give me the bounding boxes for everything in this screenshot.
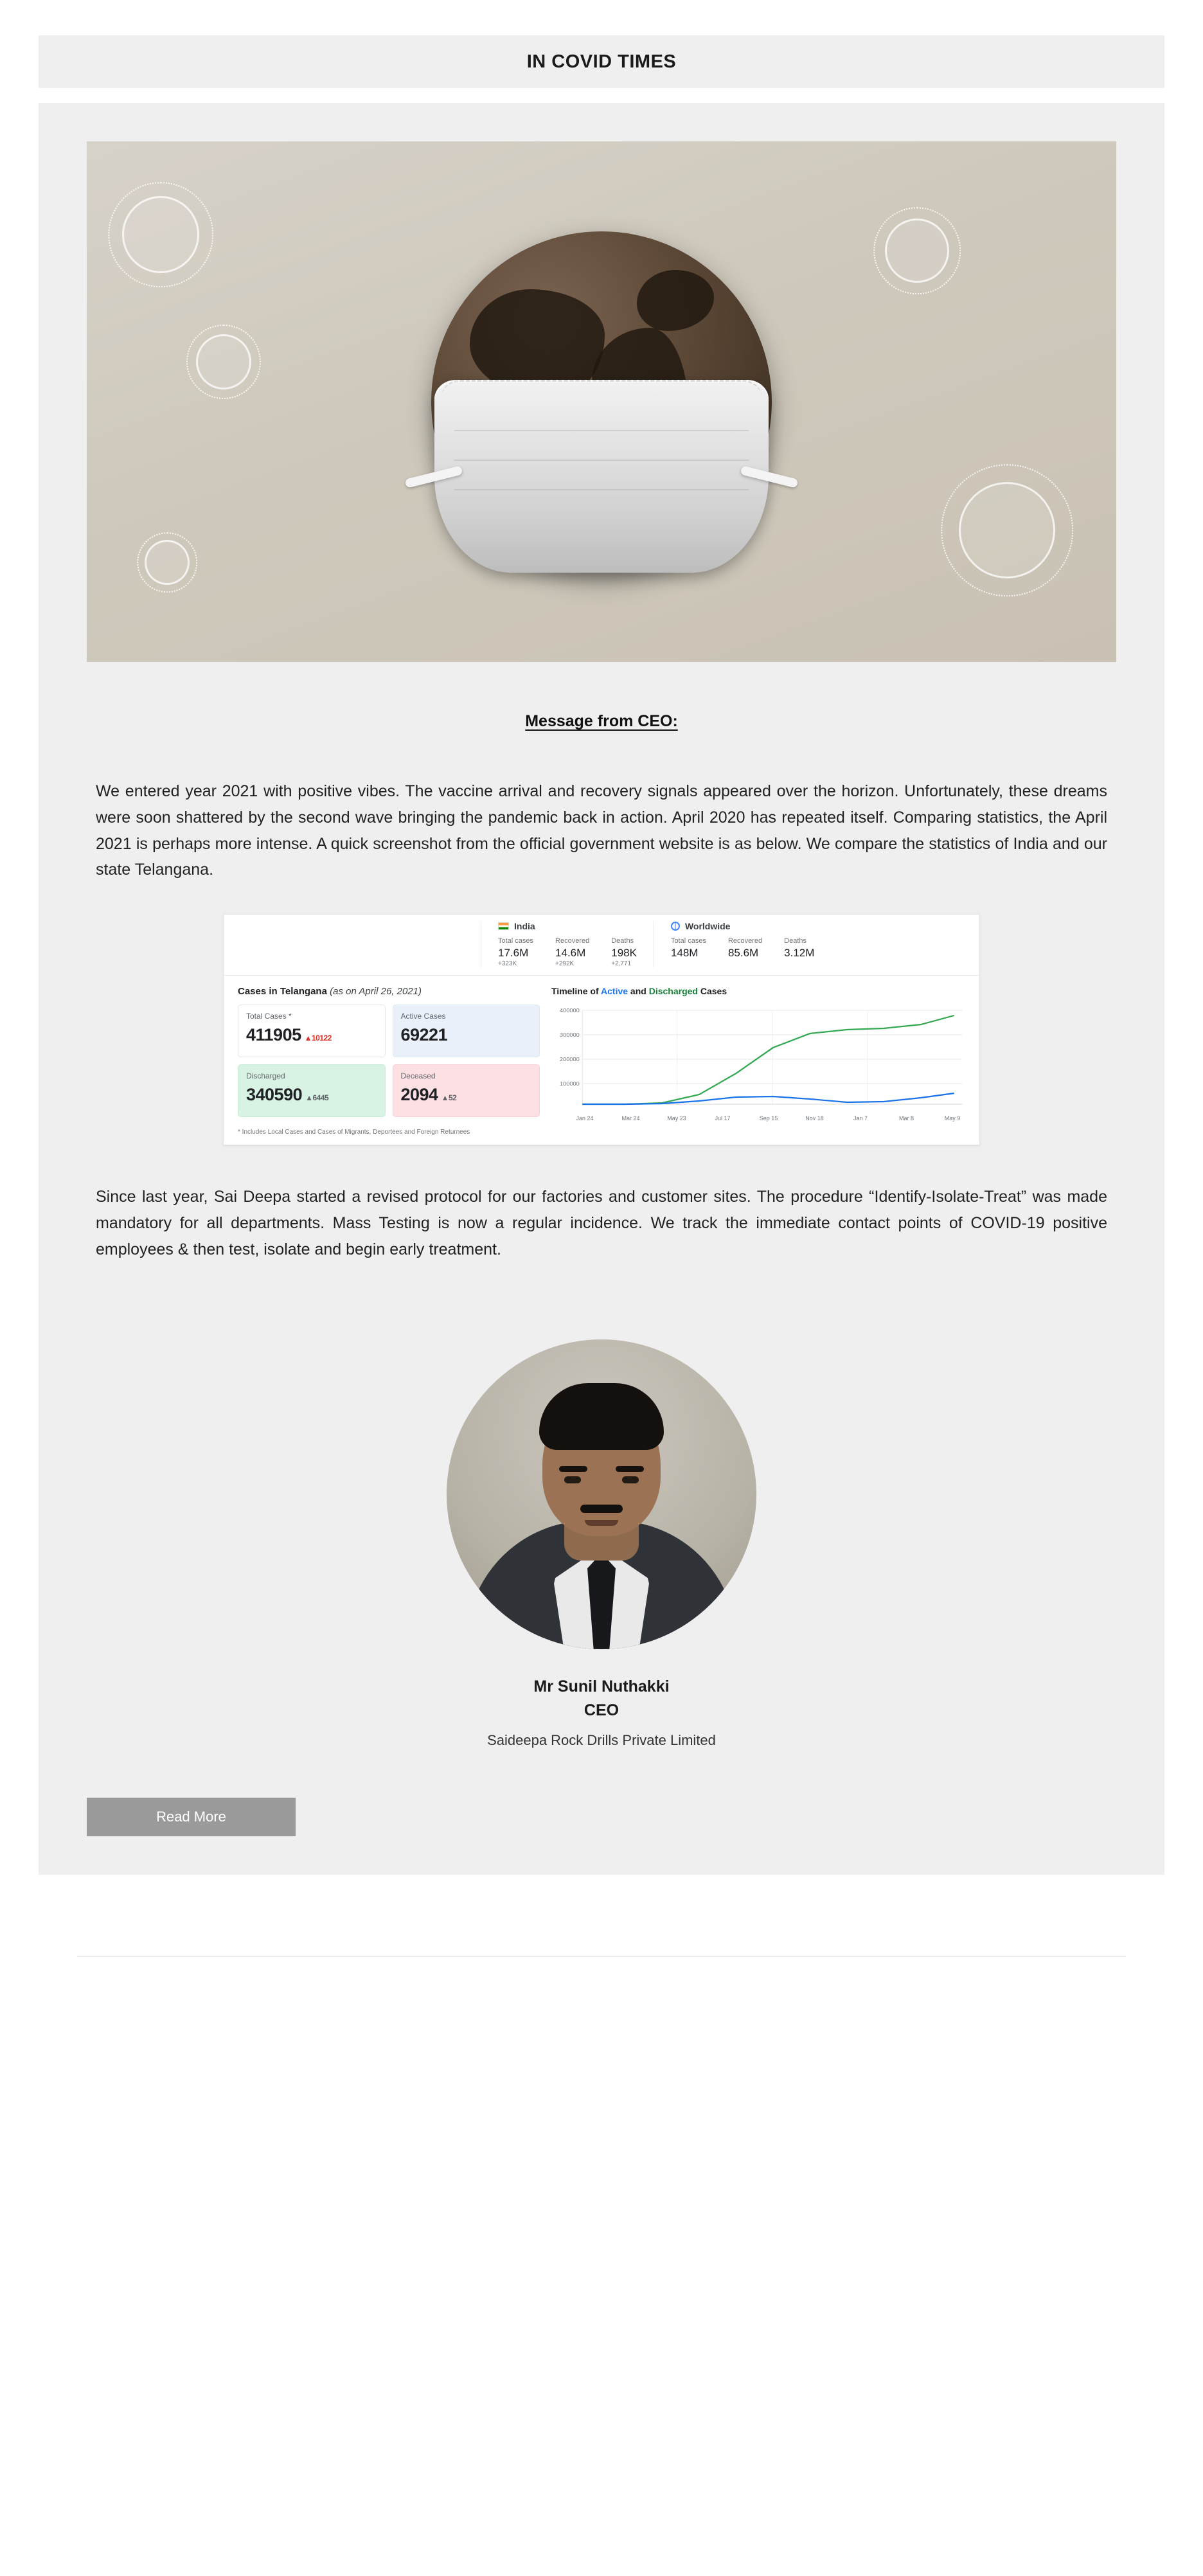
card-active-cases <box>393 1005 540 1057</box>
mask-strap-right <box>740 465 799 488</box>
eye-right <box>622 1476 639 1483</box>
ceo-message-heading: Message from CEO: <box>525 712 678 730</box>
chart-legend-discharged: Discharged <box>648 986 698 996</box>
card-delta: ▲10122 <box>304 1033 332 1042</box>
card-total-cases <box>238 1005 386 1057</box>
dashboard-main <box>224 976 979 1145</box>
page-title: IN COVID TIMES <box>526 51 677 72</box>
virus-particle-icon <box>959 482 1055 578</box>
avatar <box>447 1339 756 1649</box>
stat-label: Total cases <box>670 937 706 945</box>
card-value-row <box>246 1025 377 1045</box>
moustache-shape <box>580 1505 623 1513</box>
virus-particle-icon <box>885 219 949 283</box>
stat-total-cases <box>671 937 706 960</box>
tab-label: India <box>514 921 535 931</box>
svg-text:200000: 200000 <box>560 1056 580 1062</box>
x-tick: Jul 17 <box>715 1115 731 1122</box>
chart-x-axis <box>551 1114 965 1122</box>
card-label: Active Cases <box>400 1012 446 1021</box>
mask-top-edge <box>441 380 762 399</box>
stat-value: 198K <box>611 947 637 959</box>
timeline-chart-panel <box>551 986 965 1136</box>
chart-area <box>551 1001 965 1127</box>
card-value: 411905 <box>246 1025 301 1044</box>
card-label: Total Cases * <box>246 1012 292 1021</box>
body-panel <box>39 103 1164 1875</box>
card-discharged <box>238 1064 386 1117</box>
x-tick: May 9 <box>944 1115 961 1122</box>
stat-value: 14.6M <box>555 947 586 959</box>
continent-shape <box>637 270 714 331</box>
stat-label: Deaths <box>784 937 807 945</box>
ceo-message-paragraph-1: We entered year 2021 with positive vibes. The vaccine arrival and recovery signals appeared over the horizon. Unfortunately, these dreams were soon shattered by the second wave bringing the pandemic back in action. April 2020 has repeated itself. Comparing statistics, the April 2021 is perhaps more intense. A quick screenshot from the official government website is as below. We compare the statistics of India and our state Telangana. <box>96 782 1107 879</box>
telangana-panel <box>238 986 540 1136</box>
mouth-shape <box>585 1520 618 1526</box>
face-mask-icon <box>434 380 769 573</box>
stat-deaths <box>611 937 637 967</box>
chart-legend-active: Active <box>601 986 628 996</box>
card-delta: ▲52 <box>441 1093 457 1102</box>
masthead <box>39 35 1164 88</box>
hero-image <box>87 141 1116 662</box>
virus-particle-icon <box>122 196 199 273</box>
telangana-footnote: * Includes Local Cases and Cases of Migrants, Deportees and Foreign Returnees <box>238 1129 470 1136</box>
x-tick: May 23 <box>667 1115 686 1122</box>
stat-recovered <box>728 937 762 960</box>
ceo-company: Saideepa Rock Drills Private Limited <box>487 1731 716 1748</box>
tab-header-india <box>498 921 637 931</box>
stat-value: 3.12M <box>784 947 815 959</box>
timeline-line-chart <box>551 1001 965 1114</box>
card-label: Discharged <box>246 1071 285 1080</box>
x-tick: Nov 18 <box>805 1115 824 1122</box>
virus-particle-icon <box>145 540 190 585</box>
x-tick: Sep 15 <box>759 1115 778 1122</box>
india-stats <box>498 937 637 967</box>
eyebrow-right <box>616 1466 644 1472</box>
tab-header-worldwide <box>671 921 814 931</box>
india-flag-icon <box>498 922 509 930</box>
x-tick: Jan 7 <box>853 1115 868 1122</box>
ceo-role: CEO <box>584 1701 619 1719</box>
card-value-row <box>401 1085 532 1105</box>
stat-value: 17.6M <box>498 947 529 959</box>
stat-label: Total cases <box>498 937 534 945</box>
stat-label: Recovered <box>727 937 763 945</box>
chart-title <box>551 986 965 996</box>
hair-shape <box>539 1383 664 1450</box>
stat-delta: +292K <box>555 960 575 967</box>
mask-strap-left <box>405 465 463 488</box>
card-value: 69221 <box>400 1025 448 1044</box>
masthead-container <box>0 0 1203 88</box>
stat-value: 148M <box>670 947 699 959</box>
eye-left <box>564 1476 581 1483</box>
svg-text:100000: 100000 <box>560 1080 580 1087</box>
card-value-row <box>401 1025 532 1045</box>
stat-delta: +323K <box>498 960 517 967</box>
eyebrow-left <box>559 1466 587 1472</box>
x-tick: Mar 8 <box>898 1115 914 1122</box>
read-more-button[interactable]: Read More <box>87 1798 296 1836</box>
worldwide-globe-icon <box>671 922 680 931</box>
stat-total-cases <box>498 937 533 967</box>
stat-delta: +2,771 <box>611 960 632 967</box>
svg-text:400000: 400000 <box>560 1007 580 1014</box>
telangana-title <box>238 986 540 997</box>
card-value: 2094 <box>400 1085 438 1104</box>
card-delta: ▲6445 <box>305 1093 329 1102</box>
stat-value: 85.6M <box>727 947 759 959</box>
dashboard-topbar <box>224 915 979 976</box>
card-deceased <box>393 1064 540 1117</box>
chart-title-post: Cases <box>697 986 727 996</box>
ceo-message-paragraph-2: Since last year, Sai Deepa started a revised protocol for our factories and customer sites. The procedure “Identify-Isolate-Treat” was made mandatory for all departments. Mass Testing is now a regular incidence. We track the immediate contact points of COVID-19 positive employees & then test, isolate and begin early treatment. <box>96 1188 1107 1258</box>
ceo-name: Mr Sunil Nuthakki <box>533 1677 670 1696</box>
x-tick: Jan 24 <box>576 1115 594 1122</box>
stat-label: Deaths <box>611 937 634 945</box>
stat-deaths <box>784 937 814 960</box>
globe-with-mask-illustration <box>431 231 772 572</box>
dashboard-tab-india[interactable] <box>481 921 654 967</box>
ceo-photo-container <box>87 1339 1116 1749</box>
card-value: 340590 <box>246 1085 303 1104</box>
svg-text:300000: 300000 <box>560 1032 580 1038</box>
read-more-row <box>87 1798 1116 1836</box>
x-tick: Mar 24 <box>621 1115 640 1122</box>
footer-spacer <box>0 1956 1203 2027</box>
dashboard-tab-worldwide[interactable] <box>654 921 831 967</box>
stat-label: Recovered <box>555 937 590 945</box>
stat-recovered <box>555 937 589 967</box>
chart-title-pre: Timeline of <box>551 986 602 996</box>
telangana-card-grid <box>238 1005 540 1117</box>
topbar-spacer <box>224 921 481 967</box>
telangana-title-sub: (as on April 26, 2021) <box>330 986 422 997</box>
worldwide-stats <box>671 937 814 960</box>
covid-dashboard-screenshot <box>223 914 980 1145</box>
tab-label: Worldwide <box>684 921 731 931</box>
card-value-row <box>246 1085 377 1105</box>
card-label: Deceased <box>400 1071 436 1080</box>
telangana-title-main: Cases in Telangana <box>238 986 327 997</box>
chart-title-mid: and <box>628 986 649 996</box>
virus-particle-icon <box>196 334 251 389</box>
